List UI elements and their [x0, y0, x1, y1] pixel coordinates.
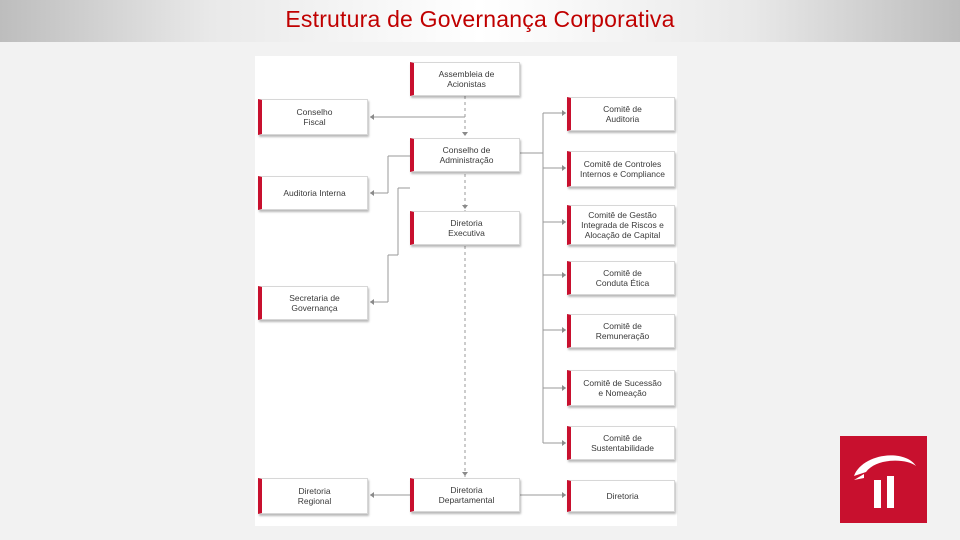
box-comite-gestao-riscos: Comitê de Gestão Integrada de Riscos e Alocação de Capital: [567, 205, 675, 245]
box-diretoria-regional: Diretoria Regional: [258, 478, 368, 514]
box-comite-remuneracao: Comitê de Remuneração: [567, 314, 675, 348]
box-auditoria-interna: Auditoria Interna: [258, 176, 368, 210]
box-comite-sustentabilidade: Comitê de Sustentabilidade: [567, 426, 675, 460]
bradesco-logo-icon: [840, 436, 927, 523]
box-comite-auditoria: Comitê de Auditoria: [567, 97, 675, 131]
box-conselho-fiscal: Conselho Fiscal: [258, 99, 368, 135]
box-comite-conduta-etica: Comitê de Conduta Ética: [567, 261, 675, 295]
box-secretaria-governanca: Secretaria de Governança: [258, 286, 368, 320]
box-conselho-administracao: Conselho de Administração: [410, 138, 520, 172]
box-assembleia: Assembleia de Acionistas: [410, 62, 520, 96]
box-diretoria-executiva: Diretoria Executiva: [410, 211, 520, 245]
slide-title: Estrutura de Governança Corporativa: [285, 6, 675, 32]
box-diretoria-departamental: Diretoria Departamental: [410, 478, 520, 512]
box-diretoria: Diretoria: [567, 480, 675, 512]
box-comite-sucessao: Comitê de Sucessão e Nomeação: [567, 370, 675, 406]
box-comite-controles-internos: Comitê de Controles Internos e Compliance: [567, 151, 675, 187]
